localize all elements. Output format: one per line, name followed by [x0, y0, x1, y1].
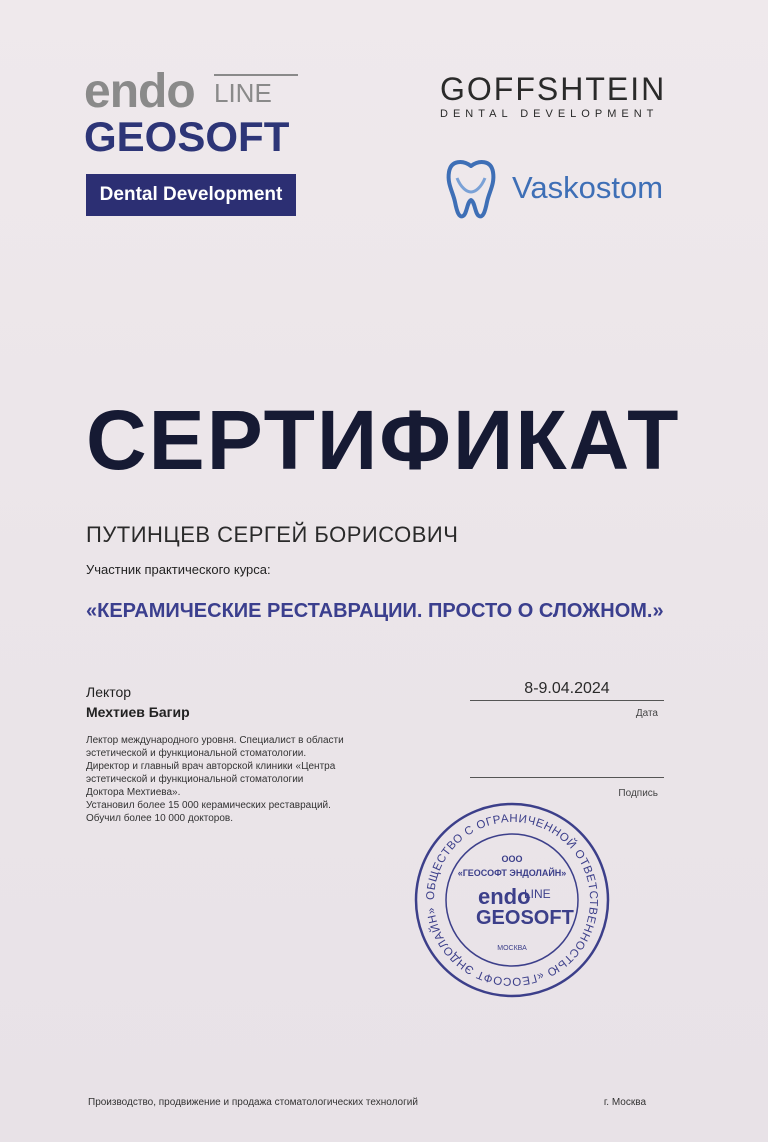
participant-label: Участник практического курса:: [86, 562, 271, 577]
stamp-logo-geosoft: GEOSOFT: [476, 907, 574, 929]
vaskostom-name: Vaskostom: [512, 170, 664, 205]
logo-line-rule: [214, 74, 298, 76]
company-stamp: [412, 800, 612, 1000]
stamp-logo-line: LINE: [524, 887, 551, 901]
goffshtein-name: GOFFSHTEIN: [440, 71, 667, 107]
recipient-name: ПУТИНЦЕВ СЕРГЕЙ БОРИСОВИЧ: [86, 522, 459, 547]
lector-label: Лектор: [86, 684, 132, 700]
endoline-geosoft-logo: [84, 65, 298, 218]
tooth-icon: [445, 158, 497, 220]
goffshtein-logo: [440, 72, 702, 120]
logo-line-word: LINE: [214, 78, 272, 108]
certificate-title: СЕРТИФИКАТ: [86, 393, 681, 487]
logo-endo-word: endo: [84, 65, 195, 118]
stamp-ooo: ООО: [501, 854, 523, 864]
course-date: 8-9.04.2024: [524, 680, 610, 697]
date-line: [470, 700, 664, 701]
dental-development-badge: Dental Development: [86, 174, 296, 216]
lector-bio: Лектор международного уровня. Специалист в области эстетической и функциональной стоматологии. Директор и главный врач авторской клиники «Центра эстетической и функциональной стоматологии Доктора Мехтиева». Установил более 15 000 керамических реставраций. Обучил более 10 000 докторов.: [86, 735, 344, 824]
stamp-city: МОСКВА: [497, 945, 527, 952]
logo-geosoft-word: GEOSOFT: [84, 113, 290, 160]
stamp-ring-text: ОБЩЕСТВО С ОГРАНИЧЕННОЙ ОТВЕТСТВЕННОСТЬЮ «ГЕОСОФТ ЭНДОЛАЙН»: [424, 812, 600, 988]
lector-name: Мехтиев Багир: [86, 704, 190, 720]
footer-city: г. Москва: [603, 1097, 646, 1108]
footer-tagline: Производство, продвижение и продажа стоматологических технологий: [88, 1097, 418, 1108]
stamp-company: «ГЕОСОФТ ЭНДОЛАЙН»: [457, 868, 567, 878]
signature-line: [470, 777, 664, 778]
stamp-logo-endo: endo: [478, 884, 531, 909]
course-title: «КЕРАМИЧЕСКИЕ РЕСТАВРАЦИИ. ПРОСТО О СЛОЖНОМ.»: [86, 600, 664, 622]
signature-caption: Подпись: [618, 788, 658, 799]
date-caption: Дата: [635, 708, 658, 719]
goffshtein-subtitle: DENTAL DEVELOPMENT: [440, 108, 659, 120]
